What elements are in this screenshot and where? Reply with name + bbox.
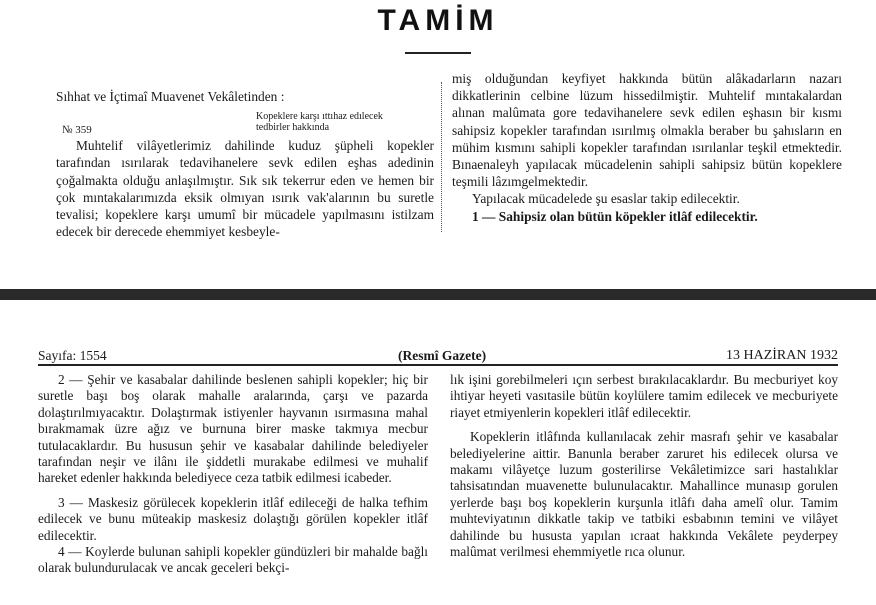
subject-line-2: tedbirler hakkında [256,122,330,134]
bottom-right-column [450,372,838,560]
item-1: 1 — Sahipsiz olan bütün köpekler itlâf edilecektir. [472,208,758,224]
page-number: Sayıfa: 1554 [38,348,107,363]
circular-subject [256,111,426,133]
ministry-name: Sıhhat ve İçtimaî Muavenet Vekâletinden : [56,89,285,104]
gazette-header [38,348,838,366]
circular-number: № 359 [62,124,92,137]
closing-paragraph: Kopeklerin itlâfında kullanılacak zehir masrafı şehir ve kasabalar belediyelerine aittir. Banunla beraber zaruret his edilecek olursa ve makamı vilâyetçe luzum gosterilirse Vekâletimizce sari hastalıklar tahsisatından muavenette bulunulacaktır. Mahallince munasıp gorulen yerlerde başı boş kopeklerin kurşunla itlâfı daha amelî olur. Tamim muhteviyatının dikkatle takip ve tatbiki esbabının temini ve vilâyet dahilinde bu hususta yapılan ıcraat hakkında Vekâlete peyderpey malûmat verilmesi ehemmiyetle rıca olunur. [450,429,838,560]
top-left-column [56,84,434,240]
gazette-date: 13 HAZİRAN 1932 [726,348,838,363]
title-underline [405,52,471,54]
item-4: 4 — Koylerde bulunan sahipli kopekler gündüzleri bir mahalde bağlı olarak bulundurulacak ve ancak geceleri bekçi- [38,544,428,576]
column-separator [441,82,443,232]
circular-number-line [56,111,434,137]
item-2: 2 — Şehir ve kasabalar dahilinde beslenen sahipli kopekler; hiç bir suretle başı boş olarak mahalle aralarında, çarşı ve pazarda dolaştırılmıyacaktır. Dolaştırmak istiyenler hayvanın ısırmasına mahal bırakmamak üzre ağız ve burnuna birer maske takmıya mecbur tutulacaklardır. Bu hususun şehir ve kasabalar dahilinde belediyeler tarafından neşir ve ilânı ile şiddetli murakabe edilmesi ve muhalif hareket edenler hakkında belediyece ceza tatbik edilmesi icabeder. [38,372,428,486]
continuation-paragraph: miş olduğundan keyfiyet hakkında bütün alâkadarların nazarı dikkatlerinin celbine lüzum hissedilmiştir. Muhtelif mıntakalardan alınan malûmata gore tedavihanelere sevk edilen eşhasın bir kısmı sahipsiz kopekler tarafından ısırılmış olmakla beraber bu şahısların en mühim kısmını sahipli kopekler tarafından ısırılanlar teşkil etmektedir. Bınaenaleyh yapılacak mücadelenin sahipli sahipsiz bütün kopeklere teşmili lâzımgelmektedir. [452,71,842,190]
page-divider-band [0,289,876,300]
bottom-left-column [38,372,428,577]
item-4-continuation: lık işini gorebilmeleri ıçın serbest bırakılacaklardır. Bu mecburiyet koy ihtiyar heyeti vasıtasile bütün koylülere tamim edilecek ve mecburiyete riayet etmiyenlerin kopekleri itlâf edilecektir. [450,372,838,420]
document-title: TAMİM [377,4,499,37]
intro-paragraph: Muhtelif vilâyetlerimiz dahilinde kuduz şüpheli kopekler tarafından ısırılarak tedavihanelere sevk edilen eşhas adedinin çoğalmakta olduğu anlaşılmıştır. Sık sık tekerrur eden ve hemen bir çok mıntakalarımızda eksik olmıyan ısırık vak'alarının bu suretle tevalisi; kopeklere karşı umumî bir mücadele yapılmasını istilzam edecek bir derecede ehemmiyet kesbeyle- [56,138,434,240]
principles-intro: Yapılacak mücadelede şu esaslar takip edilecektir. [472,191,740,207]
gazette-name: (Resmî Gazete) [398,348,487,363]
item-3: 3 — Maskesiz görülecek kopeklerin itlâf edileceği de halka tefhim edilecek ve bunu müteakip maskesiz dolaştığı görülen kopekler itlâf edilecektir. [38,494,428,543]
subject-line-1: Kopeklere karşı ıttıhaz edılecek [256,111,383,123]
top-right-column [452,70,842,225]
